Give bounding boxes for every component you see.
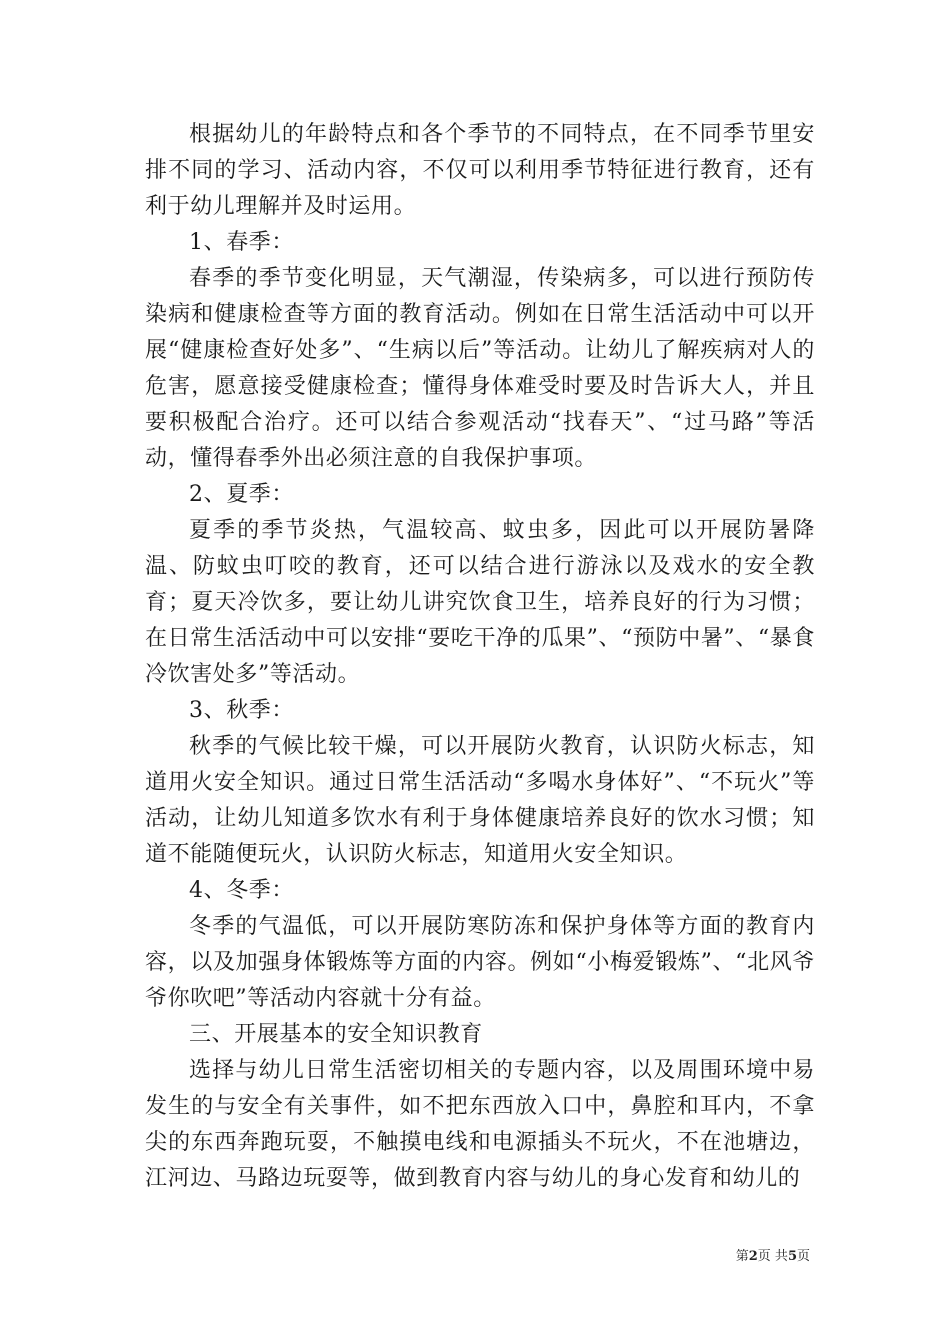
footer-middle: 页 共 [757, 1249, 788, 1264]
section-heading-safety: 三、开展基本的安全知识教育 [189, 1022, 483, 1047]
paragraph: 夏季的季节炎热，气温较高、蚊虫多，因此可以开展防暑降温、防蚊虫叮咬的教育，还可以结合进行游泳以及戏水的安全教育；夏天冷饮多，要让幼儿讲究饮食卫生，培养良好的行为习惯；在日常生活活动中可以安排“要吃干净的瓜果”、“预防中暑”、“暴食冷饮害处多”等活动。 [145, 518, 815, 687]
section-heading-summer: 2、夏季： [189, 482, 294, 507]
paragraph: 选择与幼儿日常生活密切相关的专题内容，以及周围环境中易发生的与安全有关事件，如不把东西放入口中，鼻腔和耳内，不拿尖的东西奔跑玩耍，不触摸电线和电源插头不玩火，不在池塘边，江河边、马路边玩耍等，做到教育内容与幼儿的身心发育和幼儿的 [145, 1058, 815, 1191]
footer-suffix: 页 [796, 1249, 810, 1264]
paragraph: 冬季的气温低，可以开展防寒防冻和保护身体等方面的教育内容，以及加强身体锻炼等方面的内容。例如“小梅爱锻炼”、“北风爷爷你吹吧”等活动内容就十分有益。 [145, 914, 815, 1011]
section-heading-spring: 1、春季： [189, 230, 294, 255]
paragraph: 根据幼儿的年龄特点和各个季节的不同特点，在不同季节里安排不同的学习、活动内容，不仅可以利用季节特征进行教育，还有利于幼儿理解并及时运用。 [145, 122, 815, 219]
footer-prefix: 第 [735, 1249, 749, 1264]
total-page-count: 5 [787, 1249, 797, 1264]
paragraph: 春季的季节变化明显，天气潮湿，传染病多，可以进行预防传染病和健康检查等方面的教育活动。例如在日常生活活动中可以开展“健康检查好处多”、“生病以后”等活动。让幼儿了解疾病对人的危害，愿意接受健康检查；懂得身体难受时要及时告诉大人，并且要积极配合治疗。还可以结合参观活动“找春天”、“过马路”等活动，懂得春季外出必须注意的自我保护事项。 [145, 266, 815, 471]
section-heading-autumn: 3、秋季： [189, 698, 294, 723]
page-number-footer [700, 1245, 810, 1264]
current-page-number: 2 [748, 1249, 758, 1264]
section-heading-winter: 4、冬季： [189, 878, 294, 903]
document-body [145, 117, 815, 1197]
paragraph: 秋季的气候比较干燥，可以开展防火教育，认识防火标志，知道用火安全知识。通过日常生活活动“多喝水身体好”、“不玩火”等活动，让幼儿知道多饮水有利于身体健康培养良好的饮水习惯；知道不能随便玩火，认识防火标志，知道用火安全知识。 [145, 734, 815, 867]
